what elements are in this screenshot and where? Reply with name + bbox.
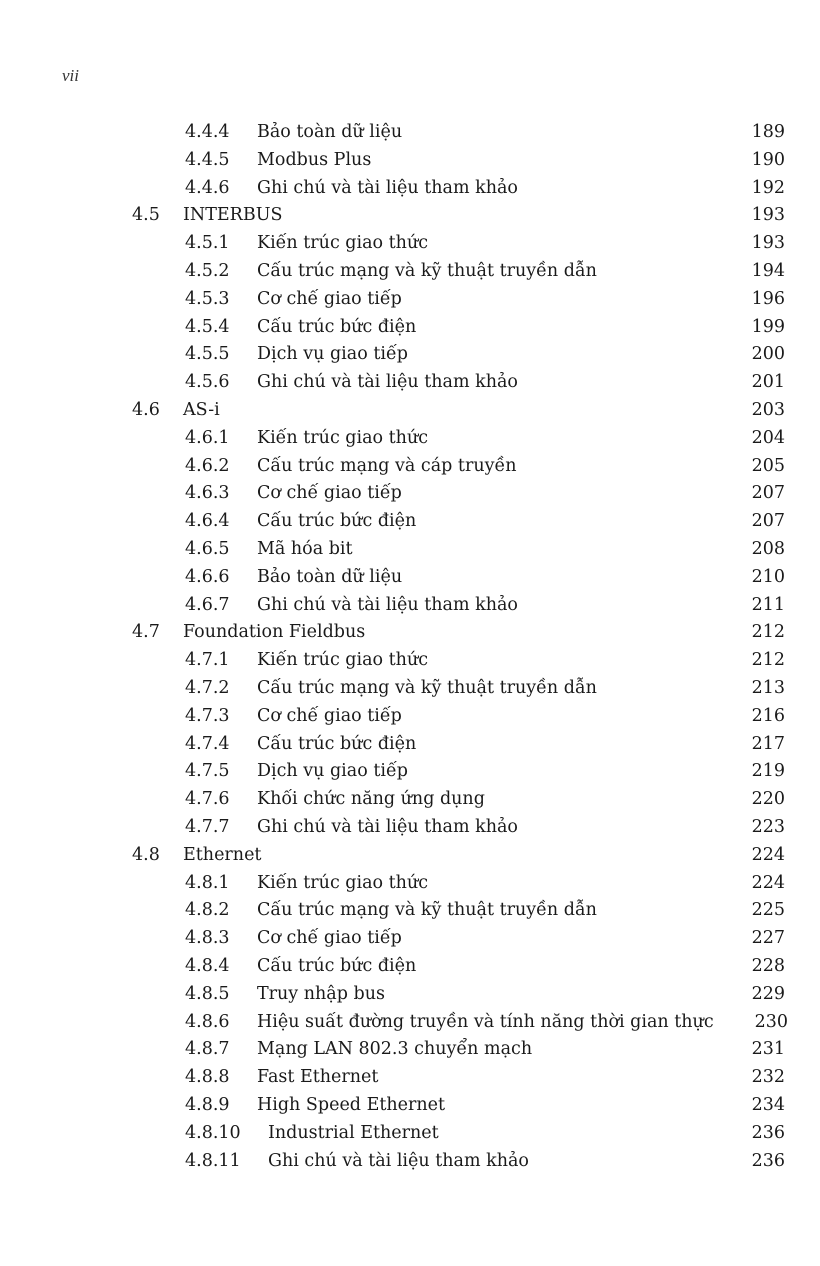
toc-entry-page: 192 (751, 177, 785, 198)
toc-entry-title: Dịch vụ giao tiếp (257, 761, 408, 782)
toc-entry-number: 4.8.2 (185, 900, 230, 921)
toc-entry-number: 4.6.3 (185, 483, 230, 504)
toc-entry[interactable] (0, 896, 820, 924)
toc-entry[interactable] (0, 591, 820, 619)
toc-entry-page: 224 (751, 844, 785, 865)
toc-entry-number: 4.6.5 (185, 539, 230, 559)
toc-entry-title: Cơ chế giao tiếp (257, 288, 402, 309)
toc-entry-title: Ghi chú và tài liệu tham khảo (257, 177, 518, 198)
toc-entry-page: 227 (751, 928, 785, 949)
toc-entry[interactable] (0, 396, 820, 424)
toc-entry-page: 190 (751, 149, 785, 170)
toc-entry-page: 216 (751, 705, 785, 726)
toc-entry-page: 231 (751, 1039, 785, 1060)
toc-entry[interactable] (0, 563, 820, 591)
toc-entry-number: 4.7.6 (185, 789, 230, 810)
toc-entry-number: 4.7.5 (185, 761, 230, 782)
toc-entry[interactable] (0, 507, 820, 535)
toc-entry-number: 4.8.8 (185, 1067, 230, 1088)
toc-entry-number: 4.8.5 (185, 983, 230, 1004)
toc-entry-page: 236 (751, 1150, 785, 1171)
toc-entry[interactable] (0, 535, 820, 563)
toc-entry-title: Cấu trúc bức điện (257, 316, 417, 337)
toc-entry-number: 4.6.1 (185, 427, 230, 448)
toc-entry[interactable] (0, 730, 820, 758)
toc-entry-number: 4.7.2 (185, 678, 230, 698)
toc-entry-page: 232 (751, 1067, 785, 1088)
toc-entry-title: Kiến trúc giao thức (257, 427, 429, 448)
toc-entry-title: Ghi chú và tài liệu tham khảo (257, 594, 518, 615)
toc-entry-page: 213 (751, 678, 785, 698)
toc-entry-title: Foundation Fieldbus (183, 622, 366, 643)
toc-entry-number: 4.5.2 (185, 261, 230, 281)
toc-entry[interactable] (0, 869, 820, 897)
toc-entry[interactable] (0, 1008, 820, 1036)
toc-entry-number: 4.8.7 (185, 1039, 230, 1060)
toc-entry[interactable] (0, 980, 820, 1008)
toc-entry-number: 4.5 (132, 205, 160, 226)
toc-entry-page: 212 (751, 622, 785, 643)
toc-entry-page: 193 (751, 233, 785, 254)
toc-entry-page: 219 (751, 761, 785, 782)
toc-entry-page: 234 (751, 1095, 785, 1115)
toc-entry[interactable] (0, 174, 820, 202)
toc-entry[interactable] (0, 674, 820, 702)
toc-entry[interactable] (0, 368, 820, 396)
toc-entry-page: 208 (751, 539, 785, 559)
toc-entry-number: 4.6.2 (185, 455, 230, 476)
toc-entry[interactable] (0, 257, 820, 285)
toc-entry[interactable] (0, 1119, 820, 1147)
page-number: vii (62, 66, 79, 85)
toc-entry-title: Kiến trúc giao thức (257, 872, 429, 893)
toc-entry-number: 4.5.6 (185, 372, 230, 393)
toc-entry-number: 4.5.5 (185, 344, 230, 365)
toc-entry-title: Cơ chế giao tiếp (257, 483, 402, 504)
toc-entry-title: Dịch vụ giao tiếp (257, 344, 408, 365)
toc-entry-number: 4.7.4 (185, 733, 230, 754)
toc-entry-page: 200 (751, 344, 785, 365)
toc-entry-title: Mã hóa bit (257, 539, 353, 559)
toc-entry-page: 230 (754, 1011, 788, 1032)
toc-entry-title: Cấu trúc bức điện (257, 733, 417, 754)
toc-entry-title: Cấu trúc bức điện (257, 511, 417, 532)
toc-entry-number: 4.7.7 (185, 817, 230, 837)
toc-entry[interactable] (0, 757, 820, 785)
toc-entry[interactable] (0, 340, 820, 368)
toc-entry-number: 4.7 (132, 622, 160, 643)
toc-entry-page: 225 (751, 900, 785, 921)
toc-entry-number: 4.4.5 (185, 149, 230, 170)
toc-entry-number: 4.4.4 (185, 122, 230, 142)
toc-entry[interactable] (0, 1063, 820, 1091)
toc-entry-page: 224 (751, 872, 785, 893)
toc-entry-number: 4.5.1 (185, 233, 230, 254)
toc-entry[interactable] (0, 1147, 820, 1175)
toc-entry-page: 236 (751, 1122, 785, 1143)
toc-entry-number: 4.8.11 (185, 1150, 241, 1171)
toc-entry-number: 4.5.3 (185, 288, 230, 309)
toc-entry-page: 229 (751, 983, 785, 1004)
toc-entry-page: 199 (751, 316, 785, 337)
toc-entry[interactable] (0, 479, 820, 507)
toc-entry-page: 223 (751, 817, 785, 837)
toc-entry-title: Cơ chế giao tiếp (257, 705, 402, 726)
toc-entry-title: Cấu trúc bức điện (257, 956, 417, 976)
toc-entry-title: Cấu trúc mạng và kỹ thuật truyền dẫn (257, 900, 597, 921)
toc-entry-title: Bảo toàn dữ liệu (257, 566, 403, 587)
toc-entry-title: Khối chức năng ứng dụng (257, 789, 485, 810)
toc-entry-title: Cấu trúc mạng và cáp truyền (257, 455, 517, 476)
toc-entry-title: Modbus Plus (257, 149, 372, 170)
toc-entry-page: 210 (751, 566, 785, 587)
toc-entry-page: 194 (751, 261, 785, 281)
toc-entry[interactable] (0, 424, 820, 452)
toc-entry-page: 220 (751, 789, 785, 810)
toc-entry[interactable] (0, 1091, 820, 1119)
toc-entry[interactable] (0, 146, 820, 174)
toc-entry-title: Ghi chú và tài liệu tham khảo (257, 817, 518, 837)
toc-entry-page: 189 (751, 122, 785, 142)
toc-entry-title: Bảo toàn dữ liệu (257, 122, 403, 142)
toc-entry-title: INTERBUS (183, 205, 283, 226)
toc-entry-number: 4.8.1 (185, 872, 230, 893)
toc-entry-page: 205 (751, 455, 785, 476)
toc-entry-title: Cấu trúc mạng và kỹ thuật truyền dẫn (257, 261, 597, 281)
toc-entry-page: 207 (751, 511, 785, 532)
toc-entry-number: 4.6.7 (185, 594, 230, 615)
toc-entry-title: Ethernet (183, 844, 262, 865)
toc-entry-title: Cấu trúc mạng và kỹ thuật truyền dẫn (257, 678, 597, 698)
toc-entry-page: 207 (751, 483, 785, 504)
toc-entry-title: Ghi chú và tài liệu tham khảo (268, 1150, 529, 1171)
toc-entry-number: 4.6.4 (185, 511, 230, 532)
toc-entry-page: 228 (751, 956, 785, 976)
toc-entry[interactable] (0, 1035, 820, 1063)
toc-entry-title: Hiệu suất đường truyền và tính năng thời gian thực (257, 1011, 714, 1032)
toc-entry-title: High Speed Ethernet (257, 1095, 446, 1115)
toc-entry-number: 4.7.1 (185, 650, 230, 671)
toc-entry[interactable] (0, 452, 820, 480)
toc-entry[interactable] (0, 841, 820, 869)
toc-entry-page: 204 (751, 427, 785, 448)
toc-entry-title: AS-i (183, 400, 220, 420)
toc-entry-title: Kiến trúc giao thức (257, 650, 429, 671)
toc-entry-number: 4.5.4 (185, 316, 230, 337)
toc-entry-title: Industrial Ethernet (268, 1122, 439, 1143)
toc-entry-title: Fast Ethernet (257, 1067, 379, 1088)
toc-entry-page: 212 (751, 650, 785, 671)
toc-entry-number: 4.8.10 (185, 1122, 241, 1143)
toc-entry-title: Kiến trúc giao thức (257, 233, 429, 254)
toc-entry-number: 4.8 (132, 844, 160, 865)
toc-entry-number: 4.8.9 (185, 1095, 230, 1115)
toc-entry[interactable] (0, 229, 820, 257)
toc-entry[interactable] (0, 118, 820, 146)
toc-entry[interactable] (0, 646, 820, 674)
toc-entry-page: 211 (751, 594, 785, 615)
toc-entry[interactable] (0, 702, 820, 730)
toc-entry-page: 193 (751, 205, 785, 226)
toc-entry-title: Ghi chú và tài liệu tham khảo (257, 372, 518, 393)
toc-entry-number: 4.6.6 (185, 566, 230, 587)
toc-entry[interactable] (0, 924, 820, 952)
toc-entry-number: 4.8.6 (185, 1011, 230, 1032)
toc-entry-page: 203 (751, 400, 785, 420)
toc-entry-number: 4.4.6 (185, 177, 230, 198)
toc-entry[interactable] (0, 201, 820, 229)
toc-entry-number: 4.8.4 (185, 956, 230, 976)
toc-entry[interactable] (0, 952, 820, 980)
toc-entry-page: 217 (751, 733, 785, 754)
toc-entry-number: 4.6 (132, 400, 160, 420)
toc-entry[interactable] (0, 285, 820, 313)
toc-entry[interactable] (0, 313, 820, 341)
toc-entry[interactable] (0, 813, 820, 841)
toc-entry-title: Cơ chế giao tiếp (257, 928, 402, 949)
toc-entry-title: Mạng LAN 802.3 chuyển mạch (257, 1039, 533, 1060)
toc-entry-title: Truy nhập bus (257, 983, 385, 1004)
toc-entry-number: 4.8.3 (185, 928, 230, 949)
toc-entry[interactable] (0, 618, 820, 646)
toc-entry[interactable] (0, 785, 820, 813)
toc-entry-number: 4.7.3 (185, 705, 230, 726)
toc-entry-page: 196 (751, 288, 785, 309)
toc-entry-page: 201 (751, 372, 785, 393)
